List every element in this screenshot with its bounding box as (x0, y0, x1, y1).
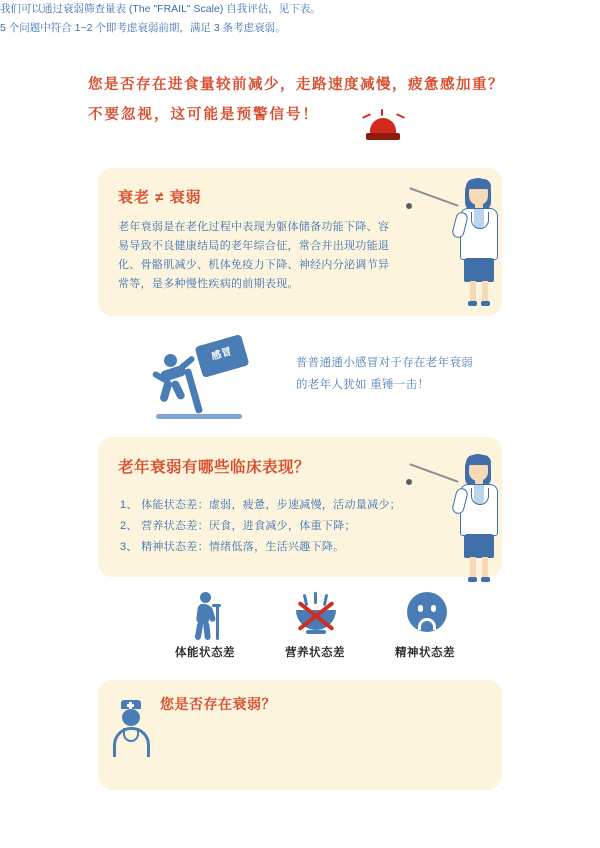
siren-icon (362, 112, 406, 146)
doctor-with-pointer-icon (452, 448, 512, 576)
selfcheck-title: 您是否存在衰弱？ (160, 696, 276, 712)
elderly-with-cane-icon (188, 592, 228, 640)
selfcheck-panel (98, 680, 502, 790)
definition-title: 衰老 ≠ 衰弱 (118, 189, 202, 206)
symptom-icon-row (150, 592, 480, 662)
definition-body: 老年衰弱是在老化过程中表现为躯体储备功能下降、容易导致不良健康结局的老年综合征，常合并出现功能退化、骨骼肌减少、机体免疫力下降、神经内分泌调节异常等，是多种慢性疾病的前期表现。 (118, 221, 390, 290)
icon-caption: 营养状态差 (285, 647, 345, 659)
selfcheck-line-2: 5 个问题中符合 1~2 个即考虑衰弱前期，满足 3 条考虑衰弱。 (0, 22, 286, 34)
bowl-crossed-out-icon (292, 594, 342, 640)
doctor-with-pointer-icon (452, 172, 512, 312)
headline (88, 70, 528, 130)
headline-line-2: 不要忽视，这可能是预警信号！ (88, 107, 319, 123)
icon-caption: 体能状态差 (175, 647, 235, 659)
nurse-icon (110, 700, 154, 758)
hammer-label: 感冒 (210, 346, 234, 363)
hammer-illustration (150, 340, 270, 420)
selfcheck-line-1: 我们可以通过衰弱筛查量表 (The "FRAIL" Scale) 自我评估，见下表。 (0, 3, 321, 15)
sad-face-icon (407, 592, 447, 638)
symptom-item: 1、 体能状态差：虚弱，疲惫，步速减慢，活动量减少； (120, 499, 401, 511)
ground-line (156, 414, 242, 419)
hammer-text-line-1: 普普通通小感冒对于存在老年衰弱 (296, 357, 473, 369)
symptom-item: 3、 精神状态差：情绪低落，生活兴趣下降。 (120, 541, 345, 553)
hammer-text-line-2: 的老年人犹如 重锤一击！ (296, 379, 430, 391)
headline-line-1: 您是否存在进食量较前减少，走路速度减慢，疲惫感加重？ (88, 77, 504, 93)
symptom-item: 2、 营养状态差：厌食，进食减少，体重下降； (120, 520, 356, 532)
selfcheck-body (0, 0, 330, 38)
symptoms-list (120, 495, 410, 558)
icon-caption: 精神状态差 (395, 647, 455, 659)
hammer-text (296, 352, 506, 396)
symptoms-title: 老年衰弱有哪些临床表现？ (118, 459, 311, 476)
